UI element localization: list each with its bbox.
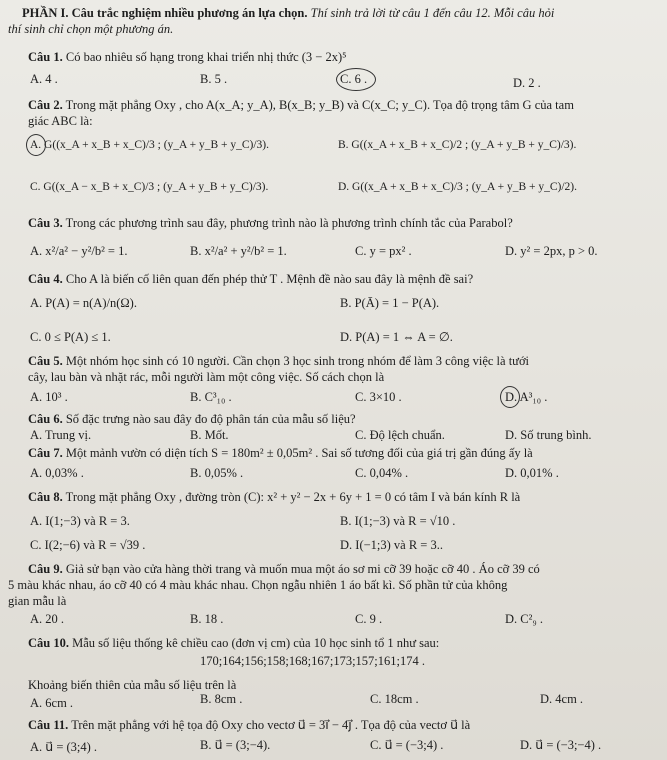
- question-label: Câu 7.: [28, 446, 63, 460]
- question-1: [28, 50, 347, 65]
- q9-option-d[interactable]: D. C²₉ .: [505, 612, 543, 626]
- question-3: [28, 216, 513, 231]
- q10-option-b[interactable]: B. 8cm .: [200, 692, 243, 706]
- question-9-text-2: 5 màu khác nhau, áo cỡ 40 có 4 màu khác nhau. Chọn ngẫu nhiên 1 áo bất kì. Số phần tử của không: [8, 578, 508, 592]
- question-label: Câu 10.: [28, 636, 69, 650]
- q10-option-c[interactable]: C. 18cm .: [370, 692, 419, 706]
- question-text: Một mảnh vườn có diện tích S = 180m² ± 0,05m² . Sai số tương đối của giá trị gần đúng ấy là: [62, 446, 533, 460]
- q4-option-a[interactable]: A. P(A) = n(A)/n(Ω).: [30, 296, 137, 310]
- question-4: [28, 272, 473, 287]
- q1-option-c[interactable]: C. 6 .: [340, 72, 368, 86]
- q6-option-a[interactable]: A. Trung vị.: [30, 428, 92, 442]
- q2-option-c[interactable]: C. G((x_A − x_B + x_C)/3 ; (y_A + y_B + y_C)/3).: [30, 181, 269, 193]
- question-label: Câu 4.: [28, 272, 63, 286]
- q5-option-b[interactable]: B. C³₁₀ .: [190, 390, 232, 404]
- question-10-data-line: 170;164;156;158;168;167;173;157;161;174 .: [200, 654, 426, 668]
- q5-option-c[interactable]: C. 3×10 .: [355, 390, 402, 404]
- q6-option-b[interactable]: B. Mốt.: [190, 428, 229, 442]
- q1-option-b[interactable]: B. 5 .: [200, 72, 228, 86]
- q8-option-a[interactable]: A. I(1;−3) và R = 3.: [30, 514, 130, 528]
- question-6: [28, 412, 356, 427]
- answer-mark-circle: [26, 134, 46, 156]
- question-text: Số đặc trưng nào sau đây đo độ phân tán của mẫu số liệu?: [62, 412, 356, 426]
- question-label: Câu 9.: [28, 562, 63, 576]
- q8-option-c[interactable]: C. I(2;−6) và R = √39 .: [30, 538, 146, 552]
- q2-option-a[interactable]: A. G((x_A + x_B + x_C)/3 ; (y_A + y_B + y_C)/3).: [30, 139, 270, 151]
- question-label: Câu 6.: [28, 412, 63, 426]
- question-text: Trong mặt phẳng Oxy , cho A(x_A; y_A), B(x_B; y_B) và C(x_C; y_C). Tọa độ trọng tâm G của tam: [62, 98, 574, 112]
- answer-mark-circle: [500, 386, 520, 408]
- section-heading: PHẦN I. Câu trắc nghiệm nhiều phương án lựa chọn.: [22, 6, 308, 20]
- question-label: Câu 8.: [28, 490, 63, 504]
- q7-option-b[interactable]: B. 0,05% .: [190, 466, 244, 480]
- question-label: Câu 3.: [28, 216, 63, 230]
- q11-option-d[interactable]: D. u⃗ = (−3;−4) .: [520, 738, 602, 752]
- q9-option-c[interactable]: C. 9 .: [355, 612, 383, 626]
- question-text: Trong các phương trình sau đây, phương trình nào là phương trình chính tắc của Parabol?: [62, 216, 513, 230]
- q9-option-b[interactable]: B. 18 .: [190, 612, 224, 626]
- question-label: Câu 11.: [28, 718, 69, 732]
- q1-option-d[interactable]: D. 2 .: [513, 76, 541, 90]
- q3-option-c[interactable]: C. y = px² .: [355, 244, 412, 258]
- q7-option-a[interactable]: A. 0,03% .: [30, 466, 84, 480]
- question-label: Câu 2.: [28, 98, 63, 112]
- q2-option-d[interactable]: D. G((x_A + x_B + x_C)/3 ; (y_A + y_B + y_C)/2).: [338, 181, 578, 193]
- question-11: [28, 718, 470, 733]
- question-label: Câu 1.: [28, 50, 63, 64]
- question-text: Giả sử bạn vào cửa hàng thời trang và muốn mua một áo sơ mi cỡ 39 hoặc cỡ 40 . Áo cỡ 39 có: [62, 562, 540, 576]
- question-7: [28, 446, 533, 461]
- q11-option-b[interactable]: B. u⃗ = (3;−4).: [200, 738, 271, 752]
- q9-option-a[interactable]: A. 20 .: [30, 612, 65, 626]
- q6-option-d[interactable]: D. Số trung bình.: [505, 428, 592, 442]
- question-9-text-3: gian mẫu là: [8, 594, 67, 608]
- question-text: Mẫu số liệu thống kê chiều cao (đơn vị cm) của 10 học sinh tổ 1 như sau:: [68, 636, 440, 650]
- question-text: Trong mặt phẳng Oxy , đường tròn (C): x² + y² − 2x + 6y + 1 = 0 có tâm I và bán kính R là: [62, 490, 521, 504]
- question-5: [28, 354, 529, 369]
- question-text: Một nhóm học sinh có 10 người. Cần chọn 3 học sinh trong nhóm để làm 3 công việc là tưới: [62, 354, 530, 368]
- answer-mark-circle: [336, 68, 376, 91]
- section-instruction-2: thí sinh chỉ chọn một phương án.: [8, 22, 174, 36]
- q7-option-c[interactable]: C. 0,04% .: [355, 466, 409, 480]
- q11-option-c[interactable]: C. u⃗ = (−3;4) .: [370, 738, 444, 752]
- q8-option-b[interactable]: B. I(1;−3) và R = √10 .: [340, 514, 456, 528]
- q10-option-d[interactable]: D. 4cm .: [540, 692, 584, 706]
- q6-option-c[interactable]: C. Độ lệch chuẩn.: [355, 428, 445, 442]
- q3-option-a[interactable]: A. x²/a² − y²/b² = 1.: [30, 244, 128, 258]
- q11-option-a[interactable]: A. u⃗ = (3;4) .: [30, 740, 98, 754]
- question-10: [28, 636, 439, 651]
- section-instruction: Thí sinh trả lời từ câu 1 đến câu 12. Mỗi câu hỏi: [307, 6, 555, 20]
- question-label: Câu 5.: [28, 354, 63, 368]
- question-8: [28, 490, 520, 505]
- q7-option-d[interactable]: D. 0,01% .: [505, 466, 559, 480]
- q10-option-a[interactable]: A. 6cm .: [30, 696, 74, 710]
- q4-option-c[interactable]: C. 0 ≤ P(A) ≤ 1.: [30, 330, 111, 344]
- section-heading-line: [22, 6, 554, 21]
- q8-option-d[interactable]: D. I(−1;3) và R = 3..: [340, 538, 443, 552]
- question-5-text-2: cây, lau bàn và nhặt rác, mỗi người làm một công việc. Số cách chọn là: [28, 370, 385, 384]
- q4-option-d[interactable]: D. P(A) = 1 ⇔ A = ∅.: [340, 330, 453, 344]
- question-10-text-2: Khoảng biến thiên của mẫu số liệu trên là: [28, 678, 237, 692]
- question-text: Có bao nhiêu số hạng trong khai triển nhị thức (3 − 2x)⁵: [62, 50, 347, 64]
- q3-option-b[interactable]: B. x²/a² + y²/b² = 1.: [190, 244, 287, 258]
- question-2-text-2: giác ABC là:: [28, 114, 93, 128]
- q5-option-a[interactable]: A. 10³ .: [30, 390, 68, 404]
- question-2: [28, 98, 574, 113]
- q3-option-d[interactable]: D. y² = 2px, p > 0.: [505, 244, 598, 258]
- q1-option-a[interactable]: A. 4 .: [30, 72, 58, 86]
- q2-option-b[interactable]: B. G((x_A + x_B + x_C)/2 ; (y_A + y_B + y_C)/3).: [338, 139, 577, 151]
- q4-option-b[interactable]: B. P(Ā) = 1 − P(A).: [340, 296, 440, 310]
- question-text: Trên mặt phẳng với hệ tọa độ Oxy cho vectơ u⃗ = 3i⃗ − 4j⃗ . Tọa độ của vectơ u⃗ là: [68, 718, 471, 732]
- q5-option-d[interactable]: D. A³₁₀ .: [505, 390, 548, 404]
- question-9: [28, 562, 540, 577]
- question-text: Cho A là biến cố liên quan đến phép thử T . Mệnh đề nào sau đây là mệnh đề sai?: [62, 272, 474, 286]
